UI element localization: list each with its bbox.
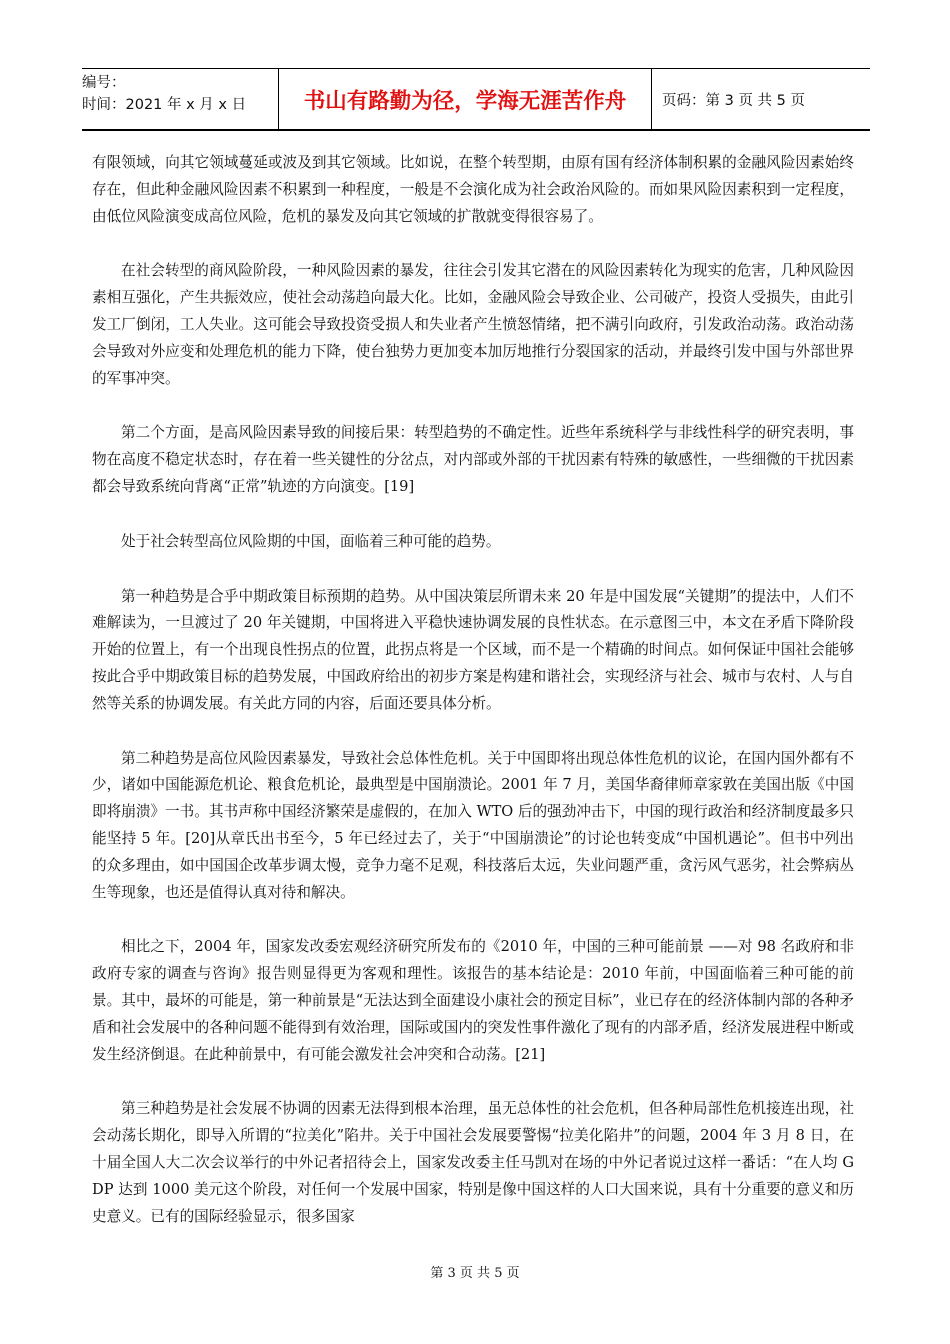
paragraph: 第二种趋势是高位风险因素暴发，导致社会总体性危机。关于中国即将出现总体性危机的议论，在国内国外都有不少，诸如中国能源危机论、粮食危机论，最典型是中国崩溃论。2001 年 7 月，美国华裔律师章家敦在美国出版《中国即将崩溃》一书。其书声称中国经济繁荣是虚假的，在加入 WTO 后的强劲冲击下，中国的现行政治和经济制度最多只能坚持 5 年。[20]从章氏出书至今，5 年已经过去了，关于“中国崩溃论”的讨论也转变成“中国机遇论”。但书中列出的众多理由，如中国国企改革步调太慢，竞争力毫不足观，科技落后太远，失业问题严重，贪污风气恶劣，社会弊病丛生等现象，也还是值得认真对待和解决。: [92, 749, 854, 901]
header-number-label: 编号：: [82, 75, 126, 91]
paragraph: 有限领域，向其它领域蔓延或波及到其它领域。比如说，在整个转型期，由原有国有经济体制积累的金融风险因素始终存在，但此种金融风险因素不积累到一种程度，一般是不会演化成为社会政治风险的。而如果风险因素积到一定程度，由低位风险演变成高位风险，危机的暴发及向其它领域的扩散就变得很容易了。: [92, 154, 854, 225]
header-time-label: 时间：2021 年 x 月 x 日: [82, 97, 247, 113]
header-meta: [82, 69, 278, 129]
paragraph: 第一种趋势是合乎中期政策目标预期的趋势。从中国决策层所谓未来 20 年是中国发展“关键期”的提法中，人们不难解读为，一旦渡过了 20 年关键期，中国将进入平稳快速协调发展的良性状态。在示意图三中，本文在矛盾下降阶段开始的位置上，有一个出现良性拐点的位置，此拐点将是一个区域，而不是一个精确的时间点。如何保证中国社会能够按此合乎中期政策目标的趋势发展，中国政府给出的初步方案是构建和谐社会，实现经济与社会、城市与农村、人与自然等关系的协调发展。有关此方同的内容，后面还要具体分析。: [92, 587, 854, 712]
document-body: [92, 150, 854, 1258]
header-page-label: 页码：第 3 页 共 5 页: [662, 92, 805, 109]
paragraph: 处于社会转型高位风险期的中国，面临着三种可能的趋势。: [121, 532, 501, 550]
paragraph: 第二个方面，是高风险因素导致的间接后果：转型趋势的不确定性。近些年系统科学与非线性科学的研究表明，事物在高度不稳定状态时，存在着一些关键性的分岔点，对内部或外部的干扰因素有特殊的敏感性，一些细微的干扰因素都会导致系统向背离“正常”轨迹的方向演变。[19]: [92, 424, 854, 495]
page-header: [82, 68, 870, 131]
header-motto: 书山有路勤为径，学海无涯苦作舟: [278, 69, 652, 129]
paragraph: 第三种趋势是社会发展不协调的因素无法得到根本治理，虽无总体性的社会危机，但各种局部性危机接连出现，社会动荡长期化，即导入所谓的“拉美化”陷井。关于中国社会发展要警惕“拉美化陷井”的问题，2004 年 3 月 8 日，在十届全国人大二次会议举行的中外记者招待会上，国家发改委主任马凯对在场的中外记者说过这样一番话：“在人均 GDP 达到 1000 美元这个阶段，对任何一个发展中国家，特别是像中国这样的人口大国来说，具有十分重要的意义和历史意义。已有的国际经验显示，很多国家: [92, 1100, 854, 1225]
paragraph: 在社会转型的商风险阶段，一种风险因素的暴发，往往会引发其它潜在的风险因素转化为现实的危害，几种风险因素相互强化，产生共振效应，使社会动荡趋向最大化。比如，金融风险会导致企业、公司破产，投资人受损失，由此引发工厂倒闭，工人失业。这可能会导致投资受损人和失业者产生愤怒情绪，把不满引向政府，引发政治动荡。政治动荡会导致对外应变和处理危机的能力下降，使台独势力更加变本加厉地推行分裂国家的活动，并最终引发中国与外部世界的军事冲突。: [92, 262, 854, 387]
page-footer: 第 3 页 共 5 页: [430, 1266, 520, 1281]
paragraph: 相比之下，2004 年，国家发改委宏观经济研究所发布的《2010 年，中国的三种可能前景 ——对 98 名政府和非政府专家的调查与咨询》报告则显得更为客观和理性。该报告的基本结论是：2010 年前，中国面临着三种可能的前景。其中，最坏的可能是，第一种前景是“无法达到全面建设小康社会的预定目标”，业已存在的经济体制内部的各种矛盾和社会发展中的各种问题不能得到有效治理，国际或国内的突发性事件激化了现有的内部矛盾，经济发展进程中断或发生经济倒退。在此种前景中，有可能会激发社会冲突和合动荡。[21]: [92, 938, 854, 1063]
